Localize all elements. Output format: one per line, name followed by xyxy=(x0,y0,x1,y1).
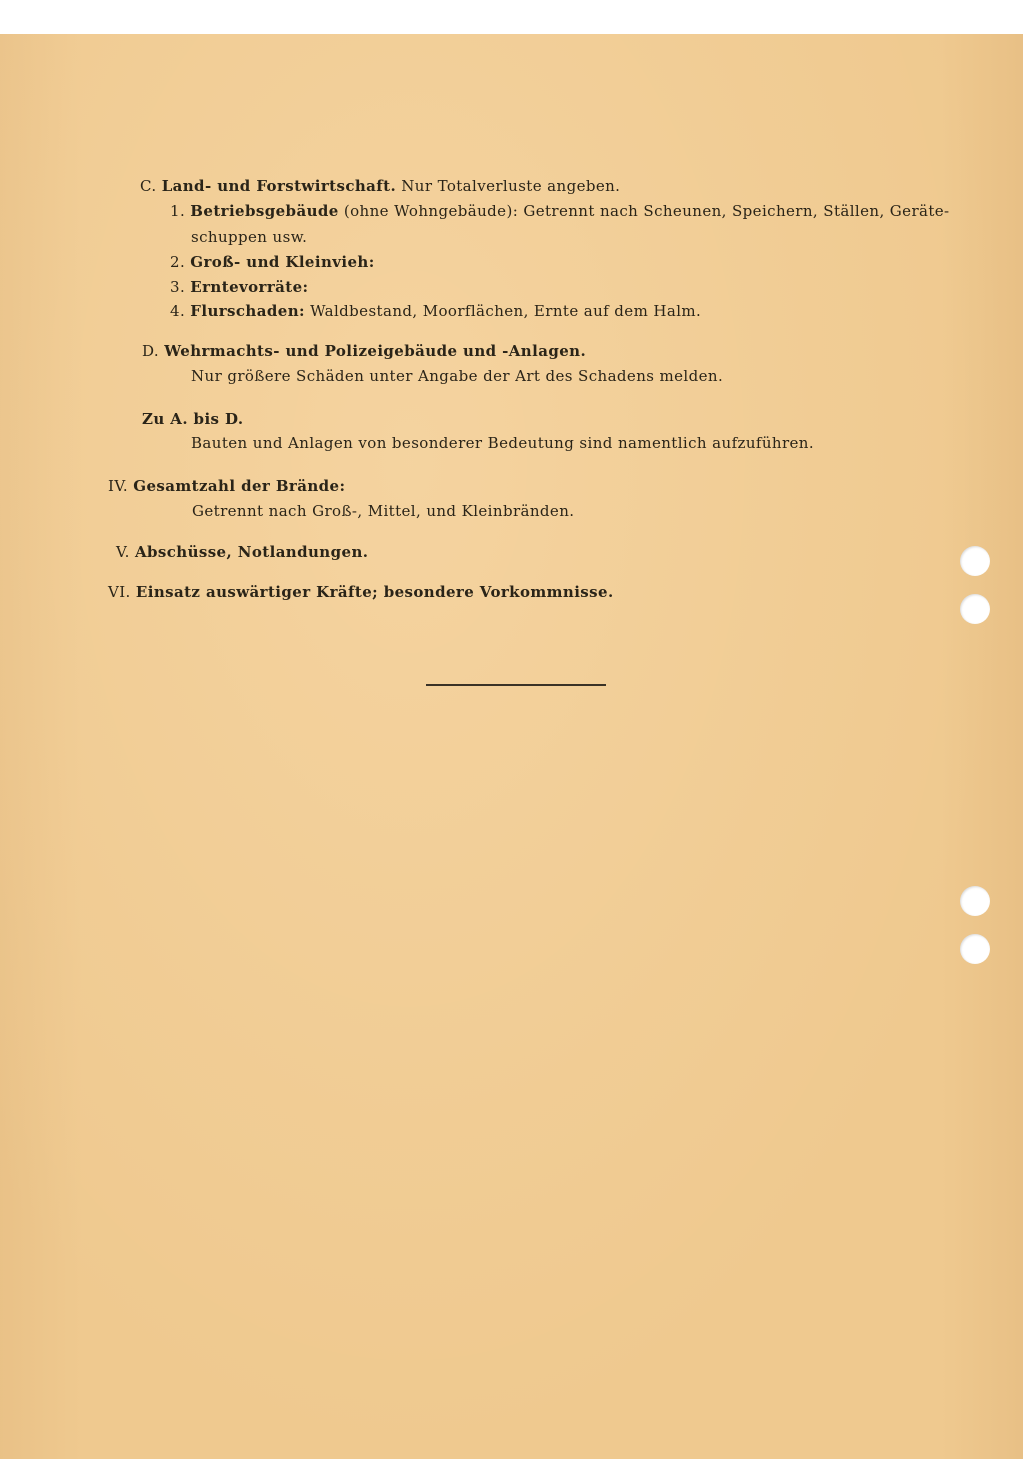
item-text: (ohne Wohngebäude): Getrennt nach Scheunen, Speichern, Ställen, Geräte- xyxy=(343,202,950,220)
zu-a-d-title: Zu A. bis D. xyxy=(142,410,244,428)
section-d-label: D. xyxy=(142,342,160,360)
section-c-item-1-continuation: schuppen usw. xyxy=(191,228,308,246)
section-c-item-1 xyxy=(170,202,950,220)
section-vi-label: VI. xyxy=(108,583,131,601)
item-number: 3. xyxy=(170,278,186,296)
section-vi-title: Einsatz auswärtiger Kräfte; besondere Vorkommnisse. xyxy=(135,583,614,601)
section-c-label: C. xyxy=(140,177,157,195)
section-iv-title: Gesamtzahl der Brände: xyxy=(133,477,346,495)
section-d-heading xyxy=(142,342,586,360)
section-v-heading xyxy=(116,543,368,561)
punch-hole xyxy=(960,934,990,964)
section-iv-label: IV. xyxy=(108,477,129,495)
section-c-item-3 xyxy=(170,278,308,296)
punch-hole xyxy=(960,594,990,624)
item-title: Erntevorräte: xyxy=(190,278,309,296)
section-c-note: Nur Totalverluste angeben. xyxy=(401,177,621,195)
zu-a-d-heading xyxy=(142,410,244,428)
section-iv-heading xyxy=(108,477,345,495)
section-d-text: Nur größere Schäden unter Angabe der Art des Schadens melden. xyxy=(191,367,724,385)
section-c-title: Land- und Forstwirtschaft. xyxy=(161,177,397,195)
item-text: Waldbestand, Moorflächen, Ernte auf dem Halm. xyxy=(310,302,702,320)
item-number: 1. xyxy=(170,202,186,220)
section-vi-heading xyxy=(108,583,614,601)
punch-hole xyxy=(960,546,990,576)
section-c-item-4 xyxy=(170,302,701,320)
item-title: Flurschaden: xyxy=(190,302,305,320)
item-number: 2. xyxy=(170,253,186,271)
section-c-heading xyxy=(140,177,620,195)
closing-rule xyxy=(426,684,606,686)
item-number: 4. xyxy=(170,302,186,320)
item-title: Betriebsgebäude xyxy=(190,202,339,220)
document-page xyxy=(0,34,1023,1459)
zu-a-d-text: Bauten und Anlagen von besonderer Bedeutung sind namentlich aufzuführen. xyxy=(191,434,815,452)
section-d-title: Wehrmachts- und Polizeigebäude und -Anlagen. xyxy=(164,342,587,360)
section-iv-text: Getrennt nach Groß-, Mittel, und Kleinbränden. xyxy=(192,502,575,520)
section-v-label: V. xyxy=(116,543,130,561)
punch-hole xyxy=(960,886,990,916)
section-c-item-2 xyxy=(170,253,375,271)
item-title: Groß- und Kleinvieh: xyxy=(190,253,375,271)
section-v-title: Abschüsse, Notlandungen. xyxy=(134,543,369,561)
